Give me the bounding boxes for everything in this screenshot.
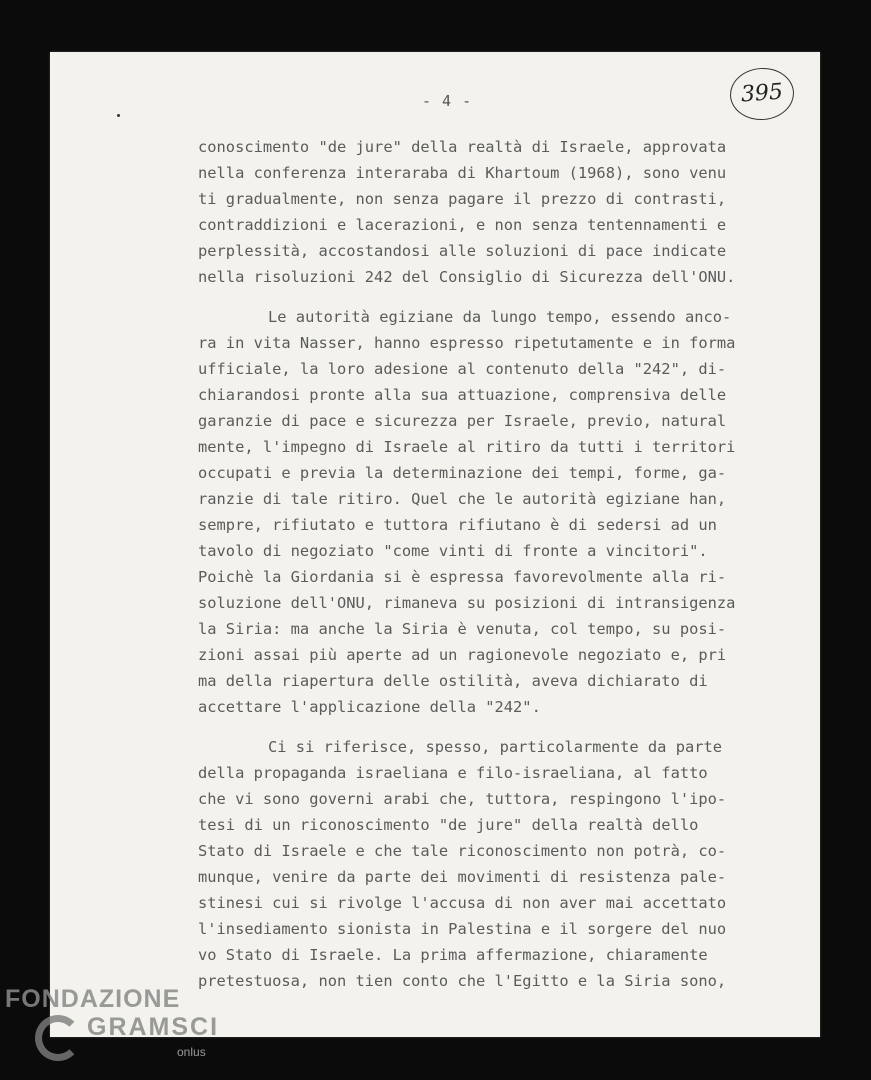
text-line: sempre, rifiutato e tuttora rifiutano è di sedersi ad un [198,516,717,534]
text-line: contraddizioni e lacerazioni, e non senza tentennamenti e [198,216,727,234]
text-line: pretestuosa, non tien conto che l'Egitto e la Siria sono, [198,972,727,990]
text-line: ra in vita Nasser, hanno espresso ripetutamente e in forma [198,334,736,352]
watermark-line-2: GRAMSCI [87,1013,220,1041]
text-line: occupati e previa la determinazione dei tempi, forme, ga- [198,464,727,482]
paragraph-1 [198,134,808,290]
text-line: che vi sono governi arabi che, tuttora, respingono l'ipo- [198,790,727,808]
text-line: mente, l'impegno di Israele al ritiro da tutti i territori [198,438,736,456]
text-line: ufficiale, la loro adesione al contenuto della "242", di- [198,360,727,378]
text-line: vo Stato di Israele. La prima affermazione, chiaramente [198,946,708,964]
text-line: munque, venire da parte dei movimenti di resistenza pale- [198,868,727,886]
text-line: accettare l'applicazione della "242". [198,698,541,716]
text-line: nella risoluzioni 242 del Consiglio di Sicurezza dell'ONU. [198,268,736,286]
text-line: ma della riapertura delle ostilità, aveva dichiarato di [198,672,708,690]
paragraph-3 [198,734,808,994]
text-line: ti gradualmente, non senza pagare il prezzo di contrasti, [198,190,727,208]
text-line: zioni assai più aperte ad un ragionevole negoziato e, pri [198,646,727,664]
watermark-line-1: FONDAZIONE [5,985,181,1013]
text-line: l'insediamento sionista in Palestina e il sorgere del nuo [198,920,727,938]
watermark-line-3: onlus [177,1045,206,1059]
text-line: nella conferenza interaraba di Khartoum (1968), sono venu [198,164,727,182]
document-page [50,52,820,1037]
text-line: stinesi cui si rivolge l'accusa di non aver mai accettato [198,894,727,912]
text-line: chiarandosi pronte alla sua attuazione, comprensiva delle [198,386,727,404]
text-line: la Siria: ma anche la Siria è venuta, col tempo, su posi- [198,620,727,638]
text-line: tesi di un riconoscimento "de jure" della realtà dello [198,816,699,834]
text-line: garanzie di pace e sicurezza per Israele, previo, natural [198,412,727,430]
archive-number-stamp: 395 [728,66,795,122]
text-line: Ci si riferisce, spesso, particolarmente da parte [268,738,723,756]
g-logo-icon [35,1015,81,1061]
text-line: tavolo di negoziato "come vinti di fronte a vincitori". [198,542,708,560]
ink-dot [117,114,120,117]
paragraph-2 [198,304,808,720]
text-line: Poichè la Giordania si è espressa favorevolmente alla ri- [198,568,727,586]
text-line: della propaganda israeliana e filo-israeliana, al fatto [198,764,708,782]
text-line: conoscimento "de jure" della realtà di Israele, approvata [198,138,727,156]
page-number: - 4 - [422,92,473,110]
text-line: ranzie di tale ritiro. Quel che le autorità egiziane han, [198,490,727,508]
text-line: soluzione dell'ONU, rimaneva su posizioni di intransigenza [198,594,736,612]
text-line: Le autorità egiziane da lungo tempo, essendo anco- [268,308,732,326]
text-line: Stato di Israele e che tale riconoscimento non potrà, co- [198,842,727,860]
fondazione-gramsci-watermark [5,985,220,1075]
text-line: perplessità, accostandosi alle soluzioni di pace indicate [198,242,727,260]
document-body [198,134,808,994]
